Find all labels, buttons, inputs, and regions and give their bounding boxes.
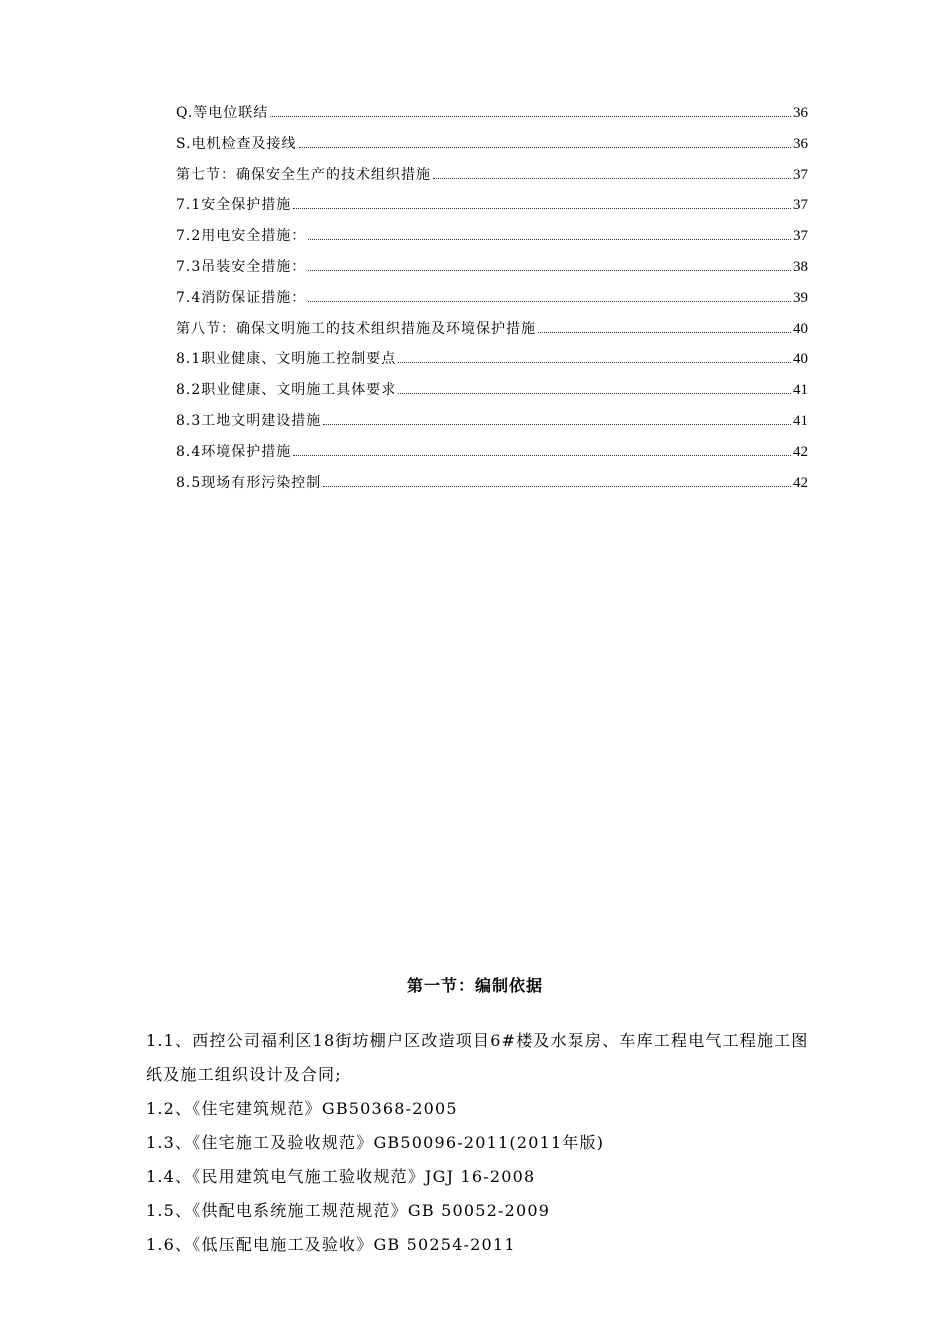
toc-entry-page: 39: [793, 289, 808, 306]
toc-leader-dots: [293, 454, 791, 456]
toc-leader-dots: [323, 485, 791, 487]
toc-leader-dots: [433, 177, 791, 179]
toc-entry-label: 8.5现场有形污染控制: [176, 474, 322, 491]
toc-entry-label: 8.1职业健康、文明施工控制要点: [176, 351, 397, 368]
body-paragraph: 1.1、西控公司福利区18街坊棚户区改造项目6#楼及水泵房、车库工程电气工程施工图纸及施工组织设计及合同;: [146, 1031, 809, 1084]
toc-entry-page: 38: [793, 258, 808, 275]
toc-entry-label: 8.4环境保护措施: [176, 443, 292, 460]
toc-leader-dots: [398, 361, 791, 363]
toc-entry-page: 42: [793, 474, 808, 491]
toc-entry[interactable]: [176, 437, 808, 468]
toc-entry-page: 41: [793, 382, 808, 399]
toc-entry-label: S.电机检查及接线: [176, 135, 297, 152]
toc-leader-dots: [398, 392, 791, 394]
toc-entry[interactable]: [176, 160, 808, 191]
toc-entry-label: 第七节：确保安全生产的技术组织措施: [176, 166, 431, 183]
toc-entry[interactable]: [176, 129, 808, 160]
body-paragraph: 1.4、《民用建筑电气施工验收规范》JGJ 16-2008: [146, 1167, 536, 1186]
toc-entry-page: 37: [793, 197, 808, 214]
toc-entry[interactable]: [176, 221, 808, 252]
toc-entry-label: 第八节：确保文明施工的技术组织措施及环境保护措施: [176, 320, 536, 337]
toc-leader-dots: [308, 300, 791, 302]
toc-leader-dots: [270, 115, 791, 117]
toc-entry[interactable]: [176, 98, 808, 129]
body-paragraph: 1.6、《低压配电施工及验收》GB 50254-2011: [146, 1235, 516, 1254]
toc-entry[interactable]: [176, 190, 808, 221]
toc-entry[interactable]: [176, 314, 808, 345]
toc-entry-label: 7.4消防保证措施：: [176, 289, 307, 306]
body-paragraph: 1.2、《住宅建筑规范》GB50368-2005: [146, 1099, 458, 1118]
toc-entry-page: 37: [793, 166, 808, 183]
table-of-contents: [176, 98, 808, 498]
toc-entry-page: 41: [793, 412, 808, 429]
toc-entry[interactable]: [176, 468, 808, 499]
toc-entry-page: 40: [793, 320, 808, 337]
toc-entry-label: Q.等电位联结: [176, 105, 269, 121]
body-paragraph: 1.3、《住宅施工及验收规范》GB50096-2011(2011年版): [146, 1133, 605, 1152]
toc-entry-page: 36: [793, 105, 808, 121]
section-heading: 第一节：编制依据: [406, 976, 543, 995]
toc-entry-page: 40: [793, 351, 808, 368]
toc-entry[interactable]: [176, 252, 808, 283]
toc-leader-dots: [308, 269, 791, 271]
body-paragraph: 1.5、《供配电系统施工规范规范》GB 50052-2009: [146, 1201, 551, 1220]
toc-entry[interactable]: [176, 283, 808, 314]
toc-entry[interactable]: [176, 344, 808, 375]
toc-entry-page: 37: [793, 228, 808, 245]
section-body: [146, 1024, 810, 1262]
toc-leader-dots: [538, 331, 791, 333]
toc-entry-label: 7.2用电安全措施：: [176, 228, 307, 245]
toc-entry[interactable]: [176, 375, 808, 406]
toc-entry-label: 7.1安全保护措施: [176, 197, 292, 214]
toc-leader-dots: [299, 146, 791, 148]
toc-entry-page: 36: [793, 135, 808, 152]
toc-leader-dots: [293, 207, 791, 209]
toc-entry-label: 7.3吊装安全措施：: [176, 258, 307, 275]
toc-entry-page: 42: [793, 443, 808, 460]
toc-leader-dots: [308, 238, 791, 240]
toc-entry-label: 8.2职业健康、文明施工具体要求: [176, 382, 397, 399]
toc-entry-label: 8.3工地文明建设措施: [176, 412, 322, 429]
toc-leader-dots: [323, 423, 791, 425]
toc-entry[interactable]: [176, 406, 808, 437]
